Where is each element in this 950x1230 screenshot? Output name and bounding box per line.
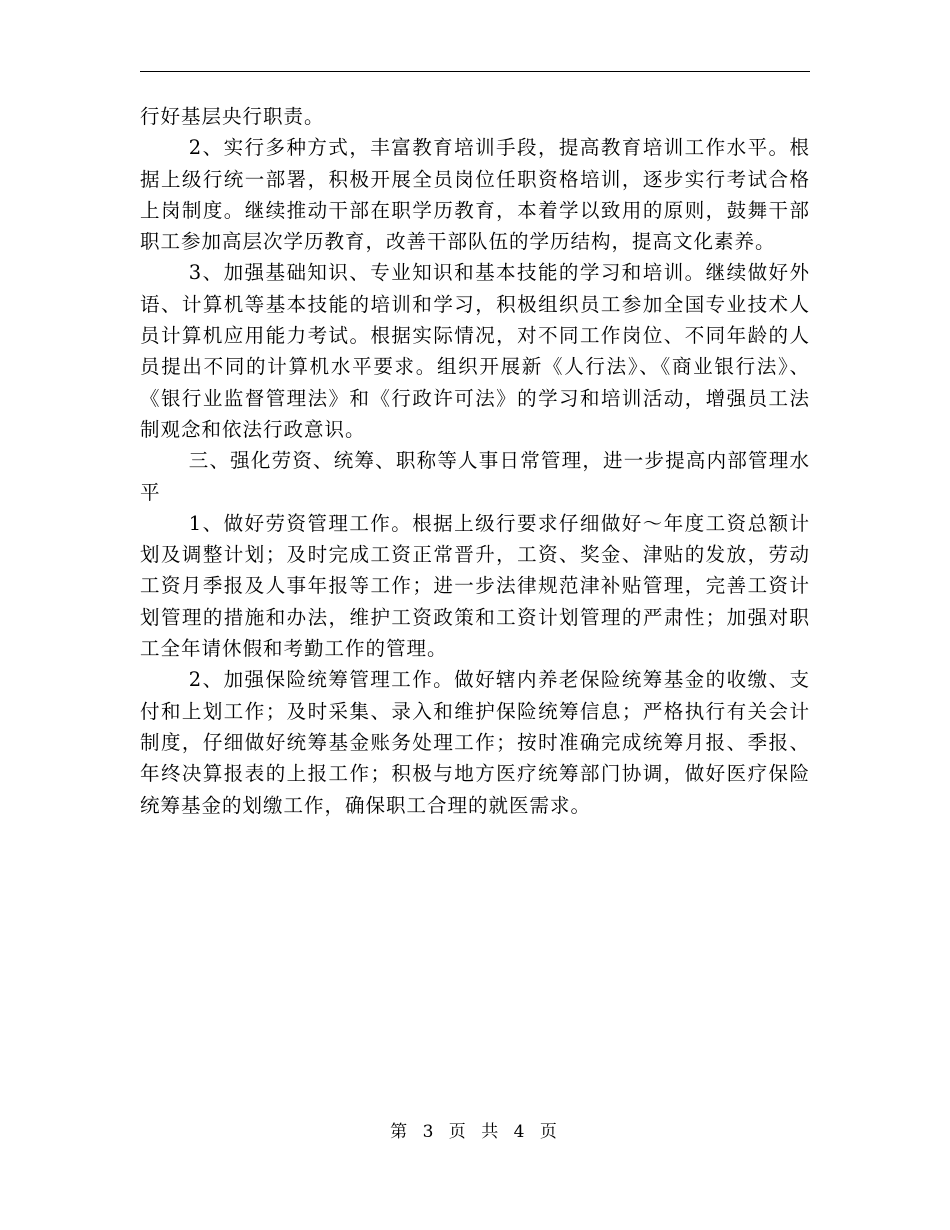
- paragraph-5: 2、加强保险统筹管理工作。做好辖内养老保险统筹基金的收缴、支付和上划工作；及时采集、录入和维护保险统筹信息；严格执行有关会计制度，仔细做好统筹基金账务处理工作；按时准确完成统筹月报、季报、年终决算报表的上报工作；积极与地方医疗统筹部门协调，做好医疗保险统筹基金的划缴工作，确保职工合理的就医需求。: [140, 668, 810, 817]
- paragraph-4: 1、做好劳资管理工作。根据上级行要求仔细做好～年度工资总额计划及调整计划；及时完成工资正常晋升，工资、奖金、津贴的发放，劳动工资月季报及人事年报等工作；进一步法律规范津补贴管理，完善工资计划管理的措施和办法，维护工资政策和工资计划管理的严肃性；加强对职工全年请休假和考勤工作的管理。: [140, 511, 810, 661]
- section-heading: 三、强化劳资、统筹、职称等人事日常管理，进一步提高内部管理水平: [140, 449, 810, 504]
- paragraph-2: 2、实行多种方式，丰富教育培训手段，提高教育培训工作水平。根据上级行统一部署，积极开展全员岗位任职资格培训，逐步实行考试合格上岗制度。继续推动干部在职学历教育，本着学以致用的原则，鼓舞干部职工参加高层次学历教育，改善干部队伍的学历结构，提高文化素养。: [140, 136, 810, 254]
- document-body: [140, 101, 810, 821]
- header-rule: [140, 71, 810, 72]
- paragraph-3: 3、加强基础知识、专业知识和基本技能的学习和培训。继续做好外语、计算机等基本技能的培训和学习，积极组织员工参加全国专业技术人员计算机应用能力考试。根据实际情况，对不同工作岗位、不同年龄的人员提出不同的计算机水平要求。组织开展新《人行法》、《商业银行法》、《银行业监督管理法》和《行政许可法》的学习和培训活动，增强员工法制观念和依法行政意识。: [140, 261, 810, 441]
- page-number-footer: 第 3 页 共 4 页: [390, 1122, 560, 1142]
- paragraph-1: 行好基层央行职责。: [140, 105, 325, 128]
